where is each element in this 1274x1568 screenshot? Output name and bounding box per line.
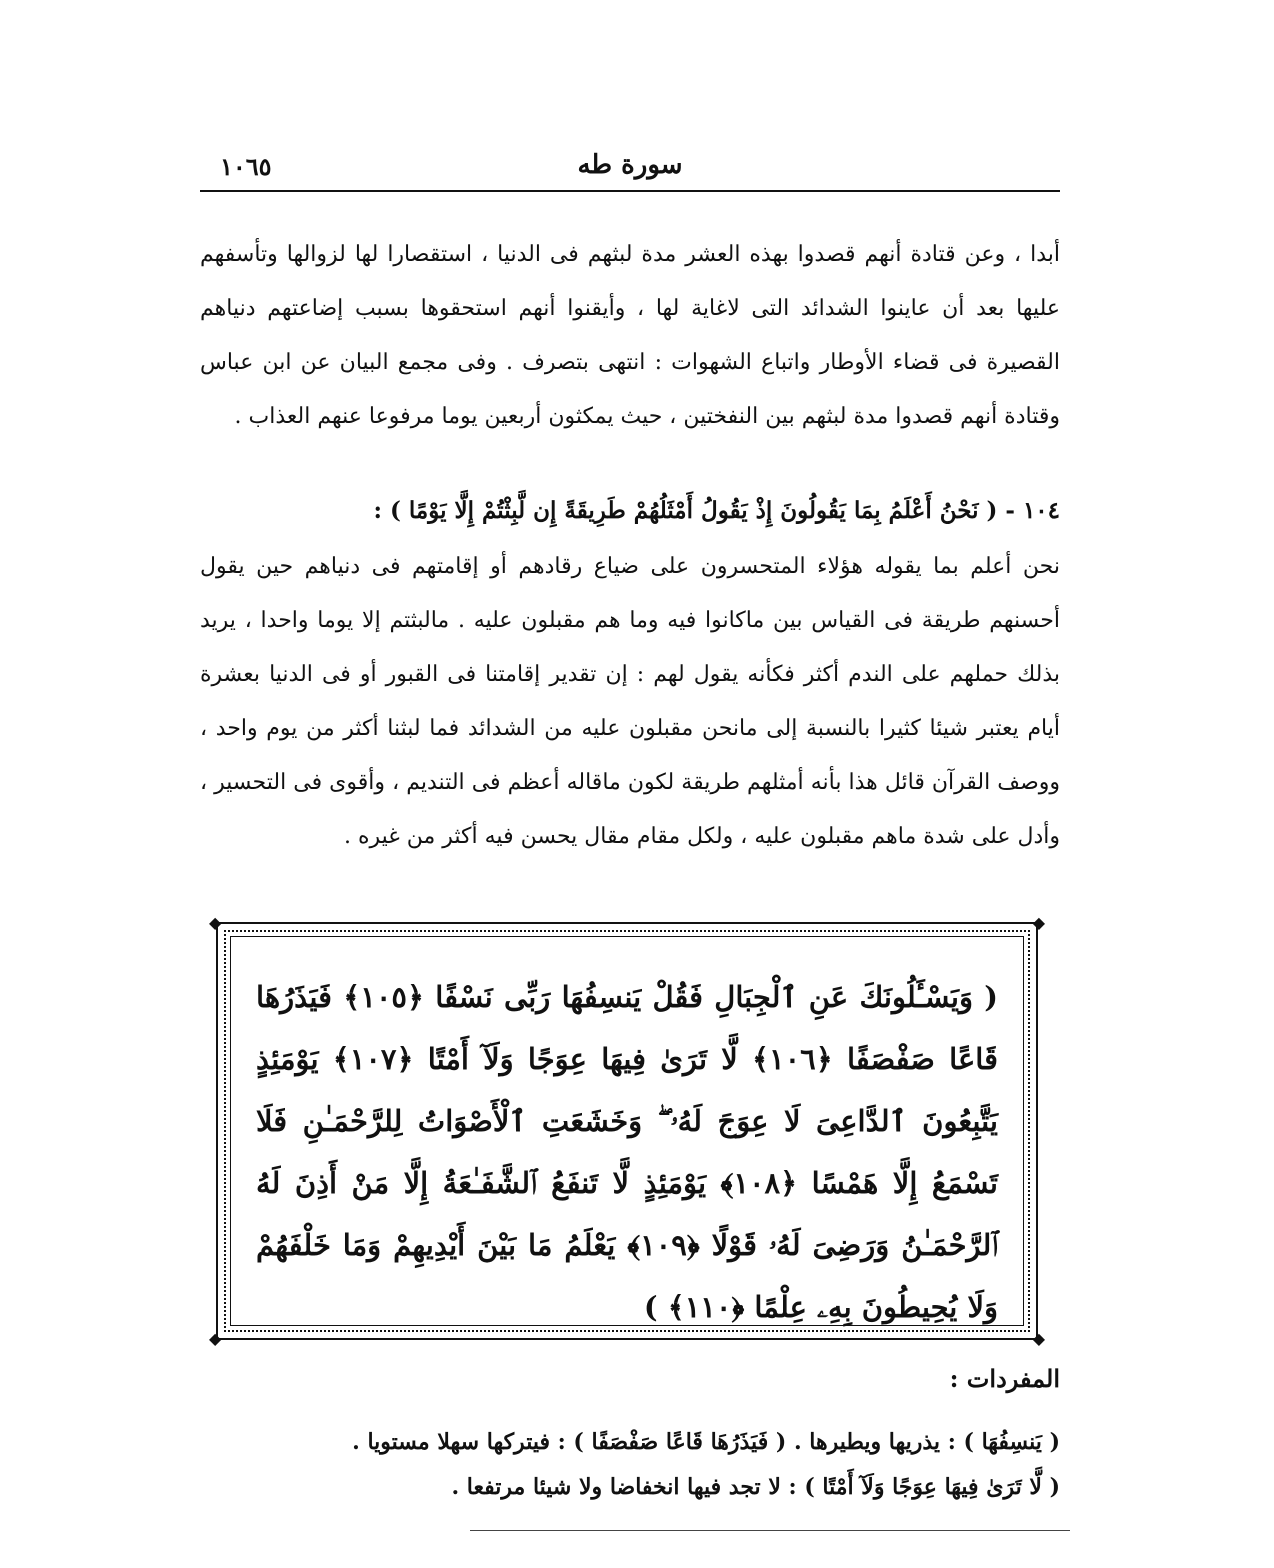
vocabulary-line-2: ( لَّا تَرَىٰ فِيهَا عِوَجًا وَلَآ أَمْتًا ) : لا تجد فيها انخفاضا ولا شيئا مرتفعا . (451, 1474, 1060, 1500)
commentary-paragraph-1: أبدا ، وعن قتادة أنهم قصدوا بهذه العشر مدة لبثهم فى الدنيا ، استقصارا لها لزوالها وتأسفهم عليها بعد أن عاينوا الشدائد التى لاغاية لها ، وأيقنوا أنهم استحقوها بسبب إضاعتهم دنياهم القصيرة فى قضاء الأوطار واتباع الشهوات : انتهى بتصرف . وفى مجمع البيان عن ابن عباس وقتادة أنهم قصدوا مدة لبثهم بين النفختين ، حيث يمكثون أربعين يوما مرفوعا عنهم العذاب . (200, 242, 1060, 429)
vocabulary-line-1: ( يَنسِفُهَا ) : يذريها ويطيرها . ( فَيَذَرُهَا قَاعًا صَفْصَفًا ) : فيتركها سهلا مستويا . (352, 1429, 1060, 1455)
page-number: ١٠٦٥ (220, 152, 272, 181)
frame-corner-ornament-icon: ◆ (1032, 1329, 1045, 1348)
quran-verses-105-110: ( وَيَسْـَٔلُونَكَ عَنِ ٱلْجِبَالِ فَقُلْ يَنسِفُهَا رَبِّى نَسْفًا ﴿١٠٥﴾ فَيَذَرُهَا قَاعًا صَفْصَفًا ﴿١٠٦﴾ لَّا تَرَىٰ فِيهَا عِوَجًا وَلَآ أَمْتًا ﴿١٠٧﴾ يَوْمَئِذٍ يَتَّبِعُونَ ٱلدَّاعِىَ لَا عِوَجَ لَهُۥ ۖ وَخَشَعَتِ ٱلْأَصْوَاتُ لِلرَّحْمَـٰنِ فَلَا تَسْمَعُ إِلَّا هَمْسًا ﴿١٠٨﴾ يَوْمَئِذٍ لَّا تَنفَعُ ٱلشَّفَـٰعَةُ إِلَّا مَنْ أَذِنَ لَهُ ٱلرَّحْمَـٰنُ وَرَضِىَ لَهُۥ قَوْلًا ﴿١٠٩﴾ يَعْلَمُ مَا بَيْنَ أَيْدِيهِمْ وَمَا خَلْفَهُمْ وَلَا يُحِيطُونَ بِهِۦ عِلْمًا ﴿١١٠﴾ ) (256, 980, 999, 1324)
frame-corner-ornament-icon: ◆ (209, 1329, 222, 1348)
commentary-paragraph-2: نحن أعلم بما يقوله هؤلاء المتحسرون على ضياع رقادهم أو إقامتهم فى دنياهم حين يقول أحسنهم طريقة فى القياس بين ماكانوا فيه وما هم مقبلون عليه . مالبثتم إلا يوما واحدا ، يريد بذلك حملهم على الندم أكثر فكأنه يقول لهم : إن تقدير إقامتنا فى القبور أو فى الدنيا بعشرة أيام يعتبر شيئا كثيرا بالنسبة إلى مانحن مقبلون عليه من الشدائد فما لبثنا أكثر من يوم واحد ، ووصف القرآن قائل هذا بأنه أمثلهم طريقة لكون ماقاله أعظم فى التنديم ، وأقوى فى التحسير ، وأدل على شدة ماهم مقبلون عليه ، ولكل مقام مقال يحسن فيه أكثر من غيره . (200, 554, 1061, 849)
vocabulary-heading: المفردات : (949, 1364, 1060, 1393)
frame-corner-ornament-icon: ◆ (1032, 913, 1045, 932)
footer-divider (470, 1530, 1070, 1531)
frame-corner-ornament-icon: ◆ (209, 913, 222, 932)
header-divider (200, 190, 1060, 192)
page-header (200, 150, 1060, 192)
surah-title: سورة طه (577, 150, 683, 180)
quran-verse-frame (209, 913, 1045, 1348)
verse-104-heading: ١٠٤ - ( نَحْنُ أَعْلَمُ بِمَا يَقُولُونَ إِذْ يَقُولُ أَمْثَلُهُمْ طَرِيقَةً إِن لَّبِثْتُمْ إِلَّا يَوْمًا ) : (373, 497, 1060, 524)
